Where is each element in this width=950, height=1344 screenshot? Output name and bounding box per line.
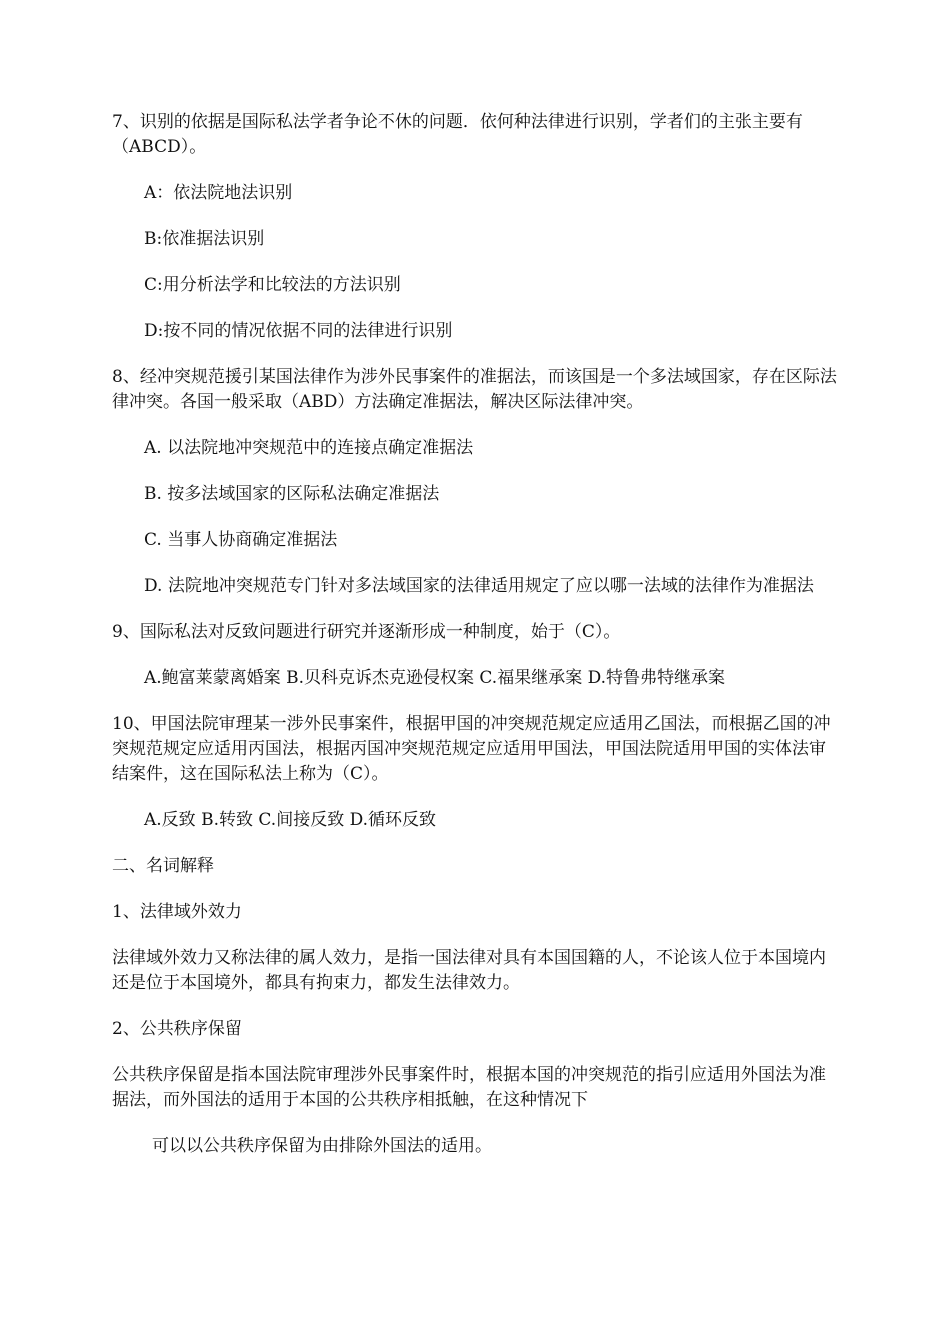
term-1-definition: 法律域外效力又称法律的属人效力，是指一国法律对具有本国国籍的人，不论该人位于本国境内还是位于本国境外，都具有拘束力，都发生法律效力。 — [112, 948, 826, 993]
question-8-option-b: B. 按多法域国家的区际私法确定准据法 — [144, 484, 440, 504]
question-7-option-d: D:按不同的情况依据不同的法律进行识别 — [144, 321, 453, 341]
question-10-stem: 10、甲国法院审理某一涉外民事案件，根据甲国的冲突规范规定应适用乙国法，而根据乙国的冲突规范规定应适用丙国法，根据丙国冲突规范规定应适用甲国法，甲国法院适用甲国的实体法审结案件，这在国际私法上称为（C）。 — [112, 714, 831, 784]
section-heading: 二、名词解释 — [112, 856, 214, 876]
question-8-stem: 8、经冲突规范援引某国法律作为涉外民事案件的准据法，而该国是一个多法域国家，存在区际法律冲突。各国一般采取（ABD）方法确定准据法，解决区际法律冲突。 — [112, 367, 837, 412]
term-1-title: 1、法律域外效力 — [112, 902, 242, 922]
question-7-option-c: C:用分析法学和比较法的方法识别 — [144, 275, 401, 295]
question-8-option-d: D. 法院地冲突规范专门针对多法域国家的法律适用规定了应以哪一法域的法律作为准据法 — [144, 576, 814, 596]
term-2-definition-continued: 可以以公共秩序保留为由排除外国法的适用。 — [152, 1136, 492, 1156]
question-7-stem: 7、识别的依据是国际私法学者争论不休的问题．依何种法律进行识别，学者们的主张主要有（ABCD）。 — [112, 112, 803, 157]
question-10-options: A.反致 B.转致 C.间接反致 D.循环反致 — [144, 810, 437, 830]
question-8-option-a: A. 以法院地冲突规范中的连接点确定准据法 — [144, 438, 474, 458]
question-7-option-b: B:依准据法识别 — [144, 229, 265, 249]
question-9-options: A.鲍富莱蒙离婚案 B.贝科克诉杰克逊侵权案 C.福果继承案 D.特鲁弗特继承案 — [144, 668, 726, 688]
question-9-stem: 9、国际私法对反致问题进行研究并逐渐形成一种制度，始于（C）。 — [112, 622, 621, 642]
question-7-option-a: A：依法院地法识别 — [144, 183, 293, 203]
term-2-definition: 公共秩序保留是指本国法院审理涉外民事案件时，根据本国的冲突规范的指引应适用外国法为准据法，而外国法的适用于本国的公共秩序相抵触，在这种情况下 — [112, 1065, 826, 1110]
term-2-title: 2、公共秩序保留 — [112, 1019, 242, 1039]
question-8-option-c: C. 当事人协商确定准据法 — [144, 530, 338, 550]
